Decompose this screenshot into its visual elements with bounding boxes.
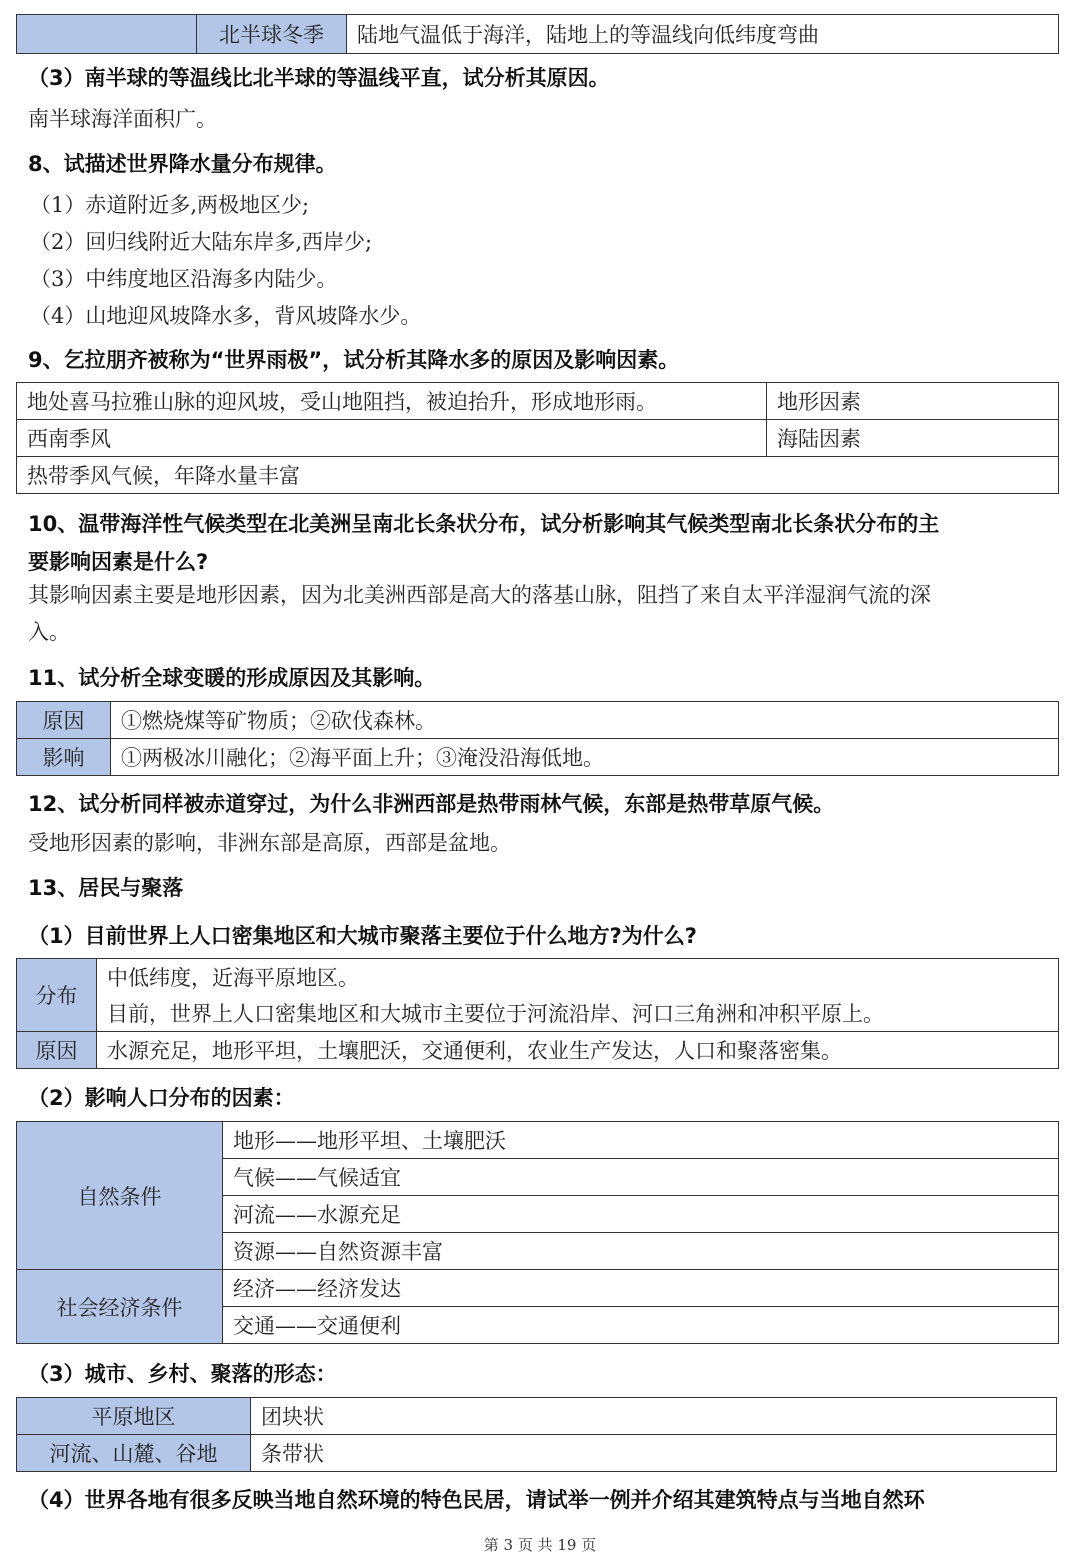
q9-table xyxy=(16,382,1059,494)
q8-item: （3）中纬度地区沿海多内陆少。 xyxy=(30,267,338,291)
table-row xyxy=(17,702,1059,739)
q12-title: 12、试分析同样被赤道穿过，为什么非洲西部是热带雨林气候，东部是热带草原气候。 xyxy=(28,792,835,816)
table-row xyxy=(17,383,1059,420)
top-table-text: 陆地气温低于海洋，陆地上的等温线向低纬度弯曲 xyxy=(347,15,1059,54)
q13-sub4-title: （4）世界各地有很多反映当地自然环境的特色民居，请试举一例并介绍其建筑特点与当地自然环 xyxy=(28,1488,925,1512)
q13-sub1-table xyxy=(16,958,1059,1069)
table-row xyxy=(17,1032,1059,1069)
q11-title: 11、试分析全球变暖的形成原因及其影响。 xyxy=(28,666,436,690)
q8-item: （2）回归线附近大陆东岸多,西岸少; xyxy=(30,230,373,254)
q9-reason: 西南季风 xyxy=(17,420,767,457)
q13-sub1-line: 水源充足，地形平坦，土壤肥沃，交通便利，农业生产发达，人口和聚落密集。 xyxy=(97,1032,1059,1069)
q8-item: （1）赤道附近多,两极地区少; xyxy=(30,193,310,217)
q13-sub2-group-label: 自然条件 xyxy=(17,1122,223,1270)
q11-label: 原因 xyxy=(17,702,111,739)
table-row xyxy=(17,457,1059,494)
table-row xyxy=(17,1122,1059,1159)
table-row xyxy=(17,1398,1057,1435)
q13-sub2-item: 交通——交通便利 xyxy=(223,1307,1059,1344)
q12-answer: 受地形因素的影响，非洲东部是高原，西部是盆地。 xyxy=(28,831,511,855)
q13-sub3-text: 条带状 xyxy=(251,1435,1057,1472)
q13-sub2-title: （2）影响人口分布的因素： xyxy=(28,1086,295,1110)
q13-sub1-line: 目前，世界上人口密集地区和大城市主要位于河流沿岸、河口三角洲和冲积平原上。 xyxy=(97,995,1059,1032)
top-table-header: 北半球冬季 xyxy=(197,15,347,54)
q10-title-line1: 10、温带海洋性气候类型在北美洲呈南北长条状分布，试分析影响其气候类型南北长条状分布的主 xyxy=(28,512,940,536)
q11-text: ①燃烧煤等矿物质；②砍伐森林。 xyxy=(111,702,1059,739)
q13-sub1-line: 中低纬度，近海平原地区。 xyxy=(97,959,1059,996)
q10-title-line2: 要影响因素是什么? xyxy=(28,550,209,574)
q9-reason: 热带季风气候，年降水量丰富 xyxy=(17,457,1059,494)
q3-answer: 南半球海洋面积广。 xyxy=(28,107,217,131)
q13-sub2-item: 经济——经济发达 xyxy=(223,1270,1059,1307)
table-row xyxy=(17,959,1059,996)
q13-sub1-label: 原因 xyxy=(17,1032,97,1069)
table-row xyxy=(17,995,1059,1032)
top-table xyxy=(16,14,1059,54)
q11-label: 影响 xyxy=(17,739,111,776)
q13-sub2-item: 气候——气候适宜 xyxy=(223,1159,1059,1196)
q9-factor: 地形因素 xyxy=(767,383,1059,420)
q13-sub2-item: 地形——地形平坦、土壤肥沃 xyxy=(223,1122,1059,1159)
q13-sub3-text: 团块状 xyxy=(251,1398,1057,1435)
q9-title: 9、乞拉朋齐被称为“世界雨极”，试分析其降水多的原因及影响因素。 xyxy=(28,348,680,372)
q13-sub3-label: 平原地区 xyxy=(17,1398,251,1435)
q9-factor: 海陆因素 xyxy=(767,420,1059,457)
page-footer: 第 3 页 共 19 页 xyxy=(483,1536,597,1554)
q8-title: 8、试描述世界降水量分布规律。 xyxy=(28,152,337,176)
table-row xyxy=(17,739,1059,776)
q13-sub2-item: 河流——水源充足 xyxy=(223,1196,1059,1233)
q13-sub1-title: （1）目前世界上人口密集地区和大城市聚落主要位于什么地方?为什么? xyxy=(28,924,697,948)
q13-sub3-label: 河流、山麓、谷地 xyxy=(17,1435,251,1472)
q10-answer-line1: 其影响因素主要是地形因素，因为北美洲西部是高大的落基山脉，阻挡了来自太平洋湿润气流的深 xyxy=(28,583,931,607)
q11-table xyxy=(16,701,1059,776)
q11-text: ①两极冰川融化；②海平面上升；③淹没沿海低地。 xyxy=(111,739,1059,776)
q13-sub3-table xyxy=(16,1397,1057,1472)
q10-answer-line2: 入。 xyxy=(28,620,70,644)
q3-title: （3）南半球的等温线比北半球的等温线平直，试分析其原因。 xyxy=(28,66,610,90)
table-row xyxy=(17,1435,1057,1472)
q8-item: （4）山地迎风坡降水多，背风坡降水少。 xyxy=(30,304,422,328)
q9-reason: 地处喜马拉雅山脉的迎风坡，受山地阻挡，被迫抬升，形成地形雨。 xyxy=(17,383,767,420)
table-row xyxy=(17,1270,1059,1307)
q13-sub2-table xyxy=(16,1121,1059,1344)
q13-sub2-item: 资源——自然资源丰富 xyxy=(223,1233,1059,1270)
table-row xyxy=(17,420,1059,457)
top-table-blank-cell xyxy=(17,15,197,54)
q13-title: 13、居民与聚落 xyxy=(28,876,184,900)
q13-sub2-group-label: 社会经济条件 xyxy=(17,1270,223,1344)
q13-sub3-title: （3）城市、乡村、聚落的形态： xyxy=(28,1362,337,1386)
q13-sub1-label: 分布 xyxy=(17,959,97,1032)
